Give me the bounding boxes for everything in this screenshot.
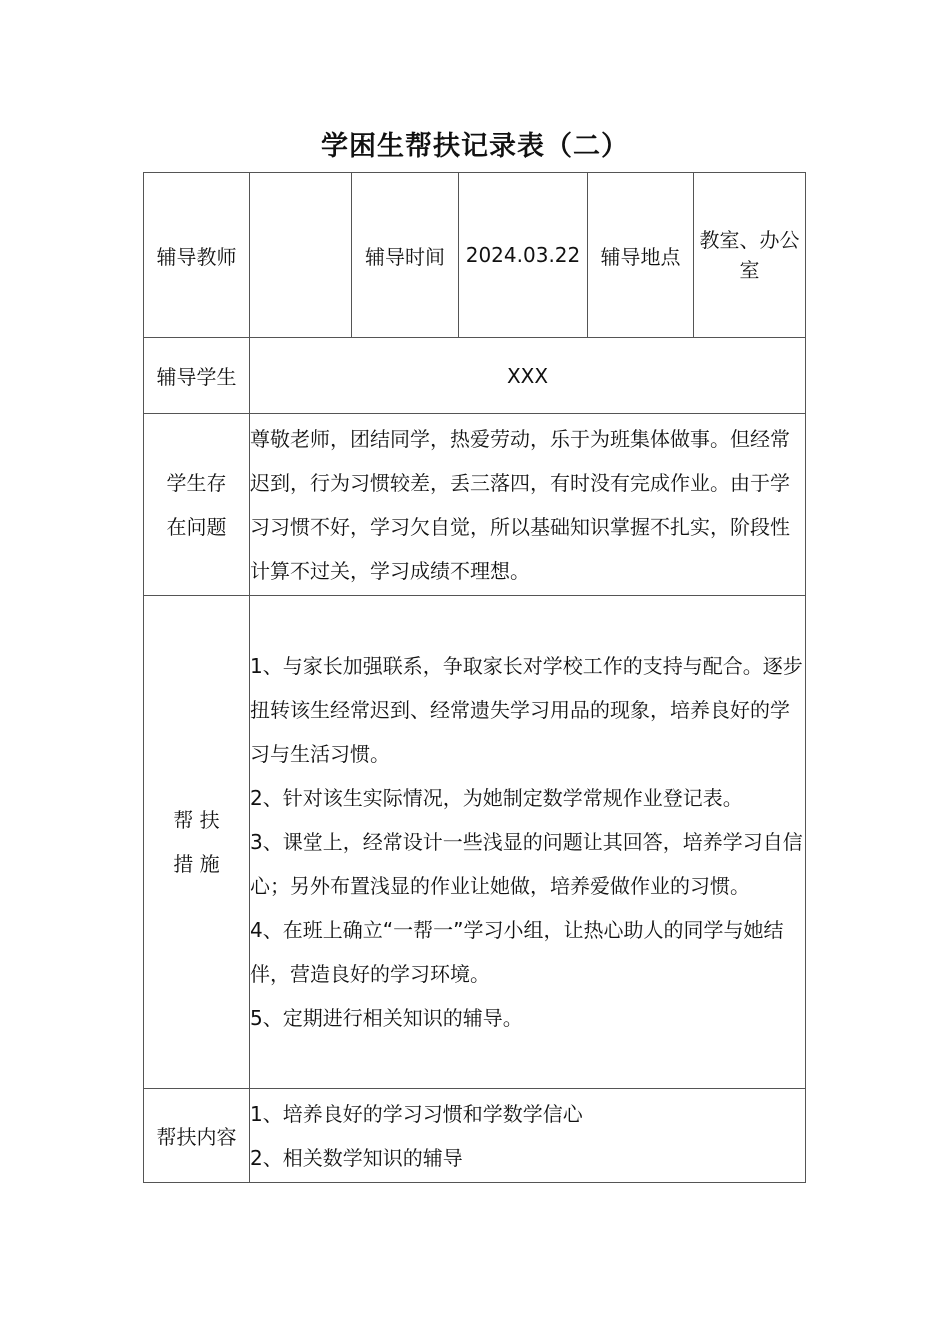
time-label: 辅导时间	[352, 173, 459, 338]
content-item: 1、培养良好的学习习惯和学数学信心	[250, 1101, 583, 1126]
measure-item: 3、课堂上，经常设计一些浅显的问题让其回答，培养学习自信心；另外布置浅显的作业让她做，培养爱做作业的习惯。	[250, 830, 803, 898]
content-list	[250, 1089, 806, 1183]
place-value: 教室、办公室	[694, 173, 806, 338]
teacher-label: 辅导教师	[144, 173, 250, 338]
table-row	[144, 1089, 806, 1183]
place-label: 辅导地点	[588, 173, 694, 338]
page-title: 学困生帮扶记录表（二）	[321, 131, 629, 162]
measure-item: 2、针对该生实际情况，为她制定数学常规作业登记表。	[250, 786, 743, 810]
time-value: 2024.03.22	[459, 173, 588, 338]
table-row	[144, 596, 806, 1089]
problem-text: 尊敬老师，团结同学，热爱劳动，乐于为班集体做事。但经常迟到，行为习惯较差，丢三落四，有时没有完成作业。由于学习习惯不好，学习欠自觉，所以基础知识掌握不扎实，阶段性计算不过关，学习成绩不理想。	[250, 414, 806, 596]
content-label: 帮扶内容	[144, 1089, 250, 1183]
measure-item: 5、定期进行相关知识的辅导。	[250, 1006, 523, 1030]
record-table	[143, 172, 806, 1183]
table-row	[144, 173, 806, 338]
teacher-value	[250, 173, 352, 338]
measures-label: 帮 扶 措 施	[144, 596, 250, 1089]
table-row	[144, 338, 806, 414]
student-value: XXX	[250, 338, 806, 414]
measures-list	[250, 596, 806, 1089]
content-item: 2、相关数学知识的辅导	[250, 1145, 463, 1170]
problem-label: 学生存在问题	[144, 414, 250, 596]
table-row	[144, 414, 806, 596]
measure-item: 4、在班上确立“一帮一”学习小组，让热心助人的同学与她结伴，营造良好的学习环境。	[250, 918, 784, 986]
student-label: 辅导学生	[144, 338, 250, 414]
measure-item: 1、与家长加强联系，争取家长对学校工作的支持与配合。逐步扭转该生经常迟到、经常遗失学习用品的现象，培养良好的学习与生活习惯。	[250, 654, 803, 766]
